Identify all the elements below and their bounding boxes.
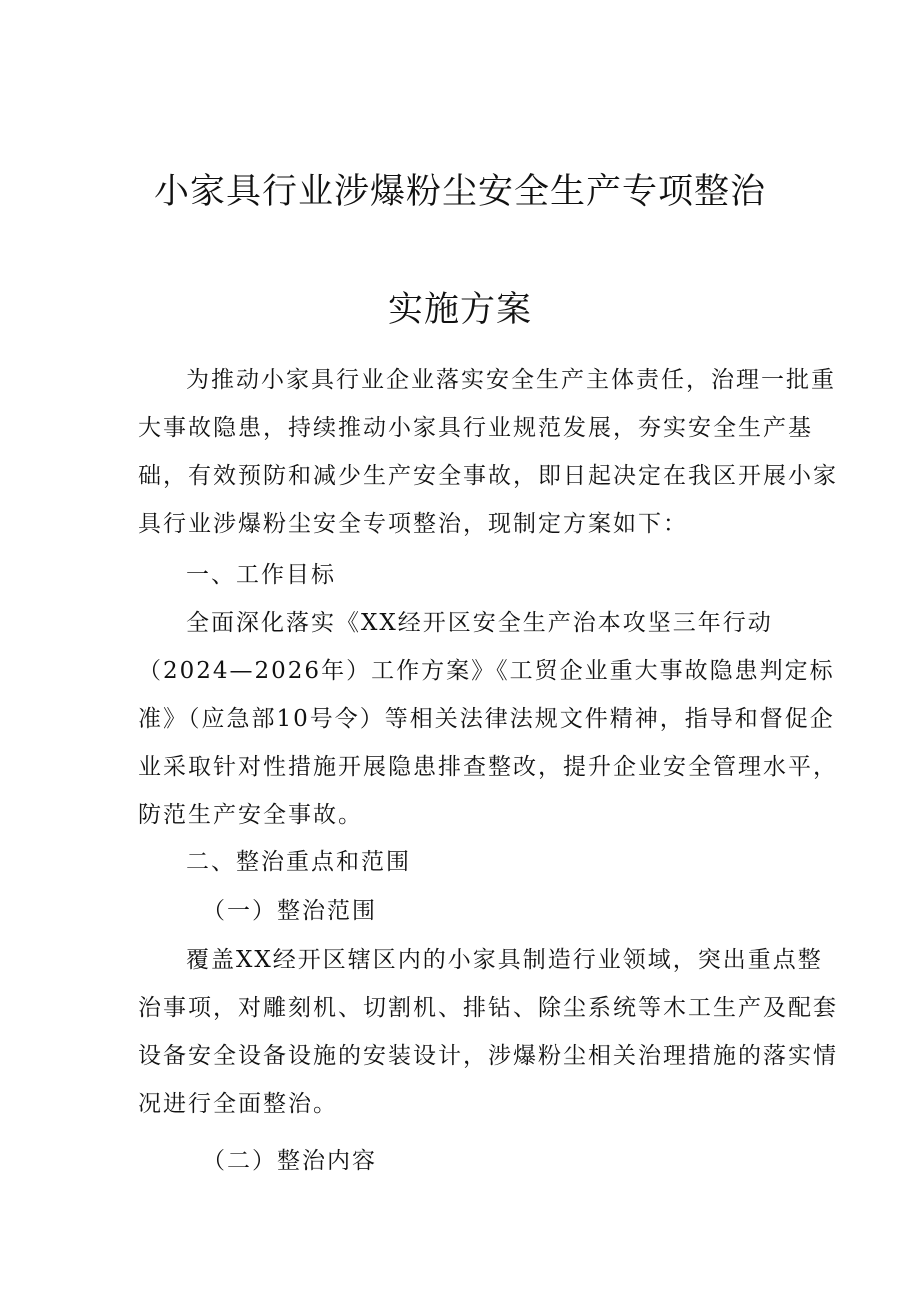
subsection-heading-scope — [138, 887, 788, 935]
paragraph-line: 全面深化落实《XX经开区安全生产治本攻坚三年行动 — [186, 610, 773, 636]
scope-paragraph — [138, 936, 838, 1128]
intro-paragraph — [138, 356, 838, 548]
heading-text: （一）整治范围 — [202, 898, 377, 924]
paragraph-line: 防范生产安全事故。 — [138, 802, 363, 828]
heading-text: 一、工作目标 — [186, 562, 336, 588]
paragraph-line: 业采取针对性措施开展隐患排查整改，提升企业安全管理水平， — [138, 754, 838, 780]
paragraph-line: 治事项，对雕刻机、切割机、排钻、除尘系统等木工生产及配套 — [138, 995, 838, 1021]
work-goal-paragraph — [138, 599, 838, 839]
section-heading-work-goal — [138, 551, 788, 599]
heading-text: 二、整治重点和范围 — [186, 849, 411, 875]
paragraph-line: （2024—2026年）工作方案》《工贸企业重大事故隐患判定标 — [138, 658, 835, 684]
paragraph-line: 础，有效预防和减少生产安全事故，即日起决定在我区开展小家 — [138, 463, 838, 489]
document-title-line-2: 实施方案 — [387, 290, 532, 330]
section-heading-focus-scope — [138, 838, 788, 886]
paragraph-line: 具行业涉爆粉尘安全专项整治，现制定方案如下： — [138, 511, 688, 537]
paragraph-line: 况进行全面整治。 — [138, 1091, 338, 1117]
paragraph-line: 准》（应急部10号令）等相关法律法规文件精神，指导和督促企 — [138, 706, 835, 732]
paragraph-line: 设备安全设备设施的安装设计，涉爆粉尘相关治理措施的落实情 — [138, 1043, 838, 1069]
document-title-line-1: 小家具行业涉爆粉尘安全生产专项整治 — [153, 172, 766, 212]
paragraph-line: 覆盖XX经开区辖区内的小家具制造行业领域，突出重点整 — [186, 947, 823, 973]
subsection-heading-content — [138, 1137, 788, 1185]
paragraph-line: 为推动小家具行业企业落实安全生产主体责任，治理一批重 — [186, 367, 836, 393]
heading-text: （二）整治内容 — [202, 1148, 377, 1174]
paragraph-line: 大事故隐患，持续推动小家具行业规范发展，夯实安全生产基 — [138, 415, 813, 441]
